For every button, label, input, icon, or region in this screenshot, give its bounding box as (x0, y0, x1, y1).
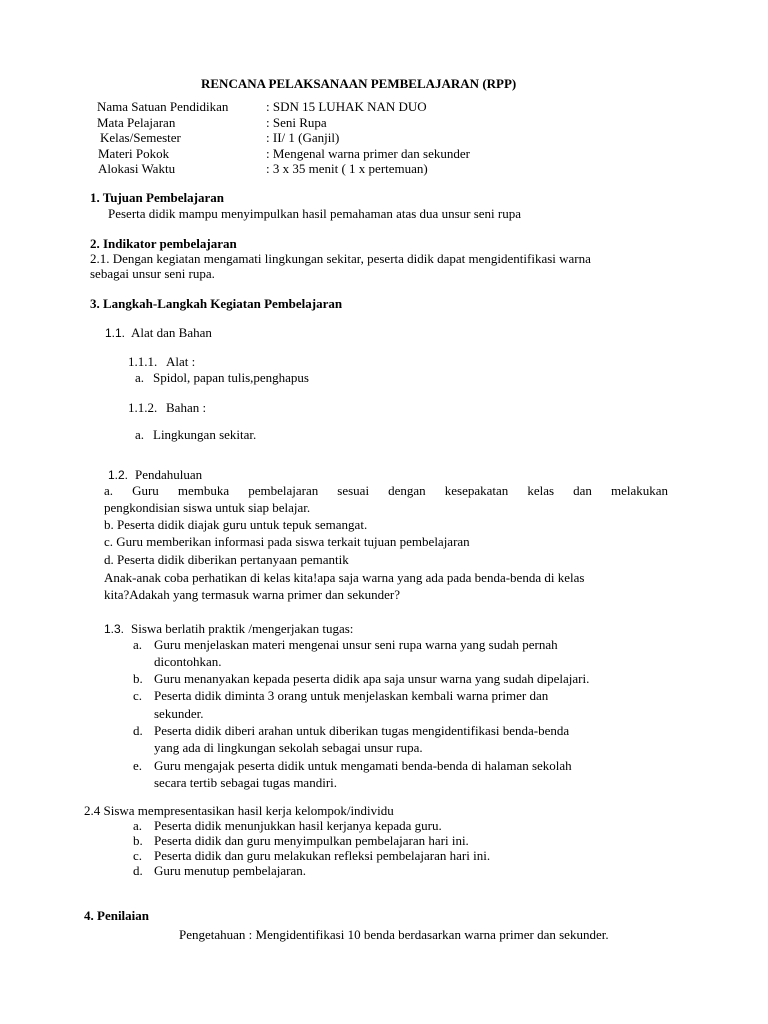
pendahuluan-line: Anak-anak coba perhatikan di kelas kita!apa saja warna yang ada pada benda-benda di kelas (104, 570, 585, 585)
document-title: RENCANA PELAKSANAAN PEMBELAJARAN (RPP) (201, 76, 517, 91)
pendahuluan-line: kita?Adakah yang termasuk warna primer dan sekunder? (104, 587, 400, 602)
subsection-number: 1.1.1. (128, 354, 158, 369)
list-letter: e. (133, 758, 143, 773)
subsection-presentasi: 2.4 Siswa mempresentasikan hasil kerja kelompok/individu (84, 803, 394, 818)
list-letter: c. (133, 688, 143, 703)
subsection-number: 1.1.2. (128, 400, 158, 415)
identity-label: Materi Pokok (98, 146, 170, 161)
subsection-praktik: Siswa berlatih praktik /mengerjakan tugas: (131, 621, 354, 636)
identity-value: : 3 x 35 menit ( 1 x pertemuan) (266, 161, 428, 176)
list-letter: d. (133, 863, 143, 878)
list-item: Peserta didik diminta 3 orang untuk menjelaskan kembali warna primer dan (154, 688, 549, 703)
indikator-text: 2.1. Dengan kegiatan mengamati lingkungan sekitar, peserta didik dapat mengidentifikasi warna (90, 251, 591, 266)
list-letter: c. (133, 848, 143, 863)
list-item: dicontohkan. (154, 654, 222, 669)
section-heading-langkah: 3. Langkah-Langkah Kegiatan Pembelajaran (90, 296, 343, 311)
list-letter: a. (133, 818, 143, 833)
section-heading-penilaian: 4. Penilaian (84, 908, 150, 923)
subsection-number: 1.3. (104, 622, 125, 636)
subsection-bahan: Bahan : (166, 400, 207, 415)
list-item: Peserta didik diberi arahan untuk diberikan tugas mengidentifikasi benda-benda (154, 723, 570, 738)
list-item: Guru menjelaskan materi mengenai unsur seni rupa warna yang sudah pernah (154, 637, 558, 652)
pendahuluan-line: c. Guru memberikan informasi pada siswa terkait tujuan pembelajaran (104, 534, 470, 549)
identity-value: : Mengenal warna primer dan sekunder (266, 146, 470, 161)
subsection-alat-bahan: Alat dan Bahan (131, 325, 212, 340)
list-item: Peserta didik menunjukkan hasil kerjanya kepada guru. (154, 818, 442, 833)
list-letter: a. (135, 427, 145, 442)
pendahuluan-line: d. Peserta didik diberikan pertanyaan pemantik (104, 552, 349, 567)
section-heading-indikator: 2. Indikator pembelajaran (90, 236, 237, 251)
section-heading-tujuan: 1. Tujuan Pembelajaran (90, 190, 224, 205)
subsection-number: 1.1. (105, 326, 126, 340)
list-item: sekunder. (154, 706, 204, 721)
subsection-pendahuluan: Pendahuluan (135, 467, 203, 482)
identity-label: Kelas/Semester (100, 130, 181, 145)
pendahuluan-line: a. Guru membuka pembelajaran sesuai dengan kesepakatan kelas dan melakukan (104, 483, 668, 498)
list-letter: a. (135, 370, 145, 385)
subsection-number: 1.2. (108, 468, 129, 482)
list-item: yang ada di lingkungan sekolah sebagai unsur rupa. (154, 740, 423, 755)
list-item: Peserta didik dan guru melakukan refleksi pembelajaran hari ini. (154, 848, 491, 863)
list-item: Peserta didik dan guru menyimpulkan pembelajaran hari ini. (154, 833, 469, 848)
list-item: Guru menanyakan kepada peserta didik apa saja unsur warna yang sudah dipelajari. (154, 671, 590, 686)
list-item: Guru mengajak peserta didik untuk mengamati benda-benda di halaman sekolah (154, 758, 572, 773)
list-item: Spidol, papan tulis,penghapus (153, 370, 309, 385)
identity-value: : II/ 1 (Ganjil) (266, 130, 340, 145)
list-letter: b. (133, 671, 143, 686)
identity-value: : SDN 15 LUHAK NAN DUO (266, 99, 427, 114)
tujuan-text: Peserta didik mampu menyimpulkan hasil pemahaman atas dua unsur seni rupa (108, 206, 522, 221)
indikator-text: sebagai unsur seni rupa. (90, 266, 215, 281)
list-item: secara tertib sebagai tugas mandiri. (154, 775, 338, 790)
pendahuluan-line: b. Peserta didik diajak guru untuk tepuk semangat. (104, 517, 368, 532)
subsection-alat: Alat : (166, 354, 196, 369)
list-letter: b. (133, 833, 143, 848)
pendahuluan-line: pengkondisian siswa untuk siap belajar. (104, 500, 311, 515)
identity-value: : Seni Rupa (266, 115, 327, 130)
penilaian-text: Pengetahuan : Mengidentifikasi 10 benda berdasarkan warna primer dan sekunder. (179, 927, 609, 942)
list-item: Guru menutup pembelajaran. (154, 863, 306, 878)
list-letter: d. (133, 723, 143, 738)
list-letter: a. (133, 637, 143, 652)
identity-label: Nama Satuan Pendidikan (97, 99, 229, 114)
identity-label: Mata Pelajaran (97, 115, 176, 130)
list-item: Lingkungan sekitar. (153, 427, 257, 442)
identity-label: Alokasi Waktu (98, 161, 176, 176)
